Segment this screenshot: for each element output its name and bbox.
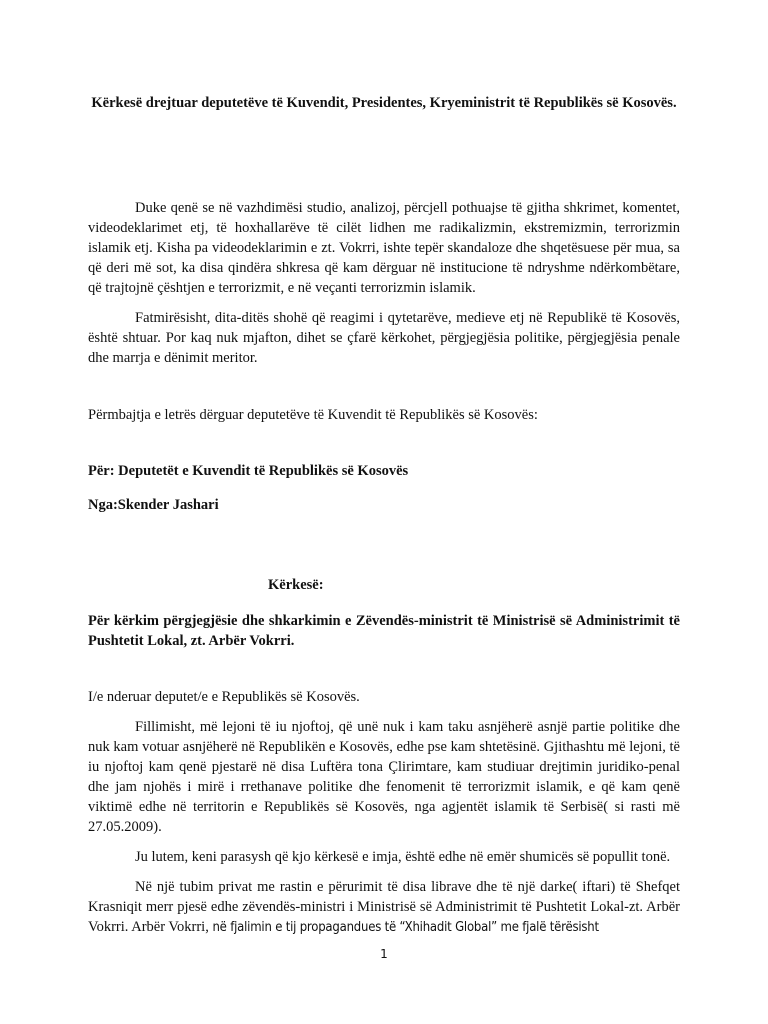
page-number: 1 [380, 947, 388, 961]
paragraph-event-text: Në një tubim privat me rastin e përurimit të disa librave dhe të një darke( iftari) të Shefqet Krasniqit merr pjesë edhe zëvendës-ministri i Ministrisë së Administrimit të Pushtetit Lokal-zt. Arbër Vokrri. Arbër Vokrri, [88, 879, 680, 935]
paragraph-request-note: Ju lutem, keni parasysh që kjo kërkesë e imja, është edhe në emër shumicës së popullit tonë. [135, 849, 671, 865]
document-body [88, 92, 680, 938]
request-heading: Kërkesë: [268, 577, 324, 593]
request-subject: Për kërkim përgjegjësie dhe shkarkimin e Zëvendës-ministrit të Ministrisë së Administrimit të Pushtetit Lokal, zt. Arbër Vokrri. [88, 613, 680, 649]
paragraph-intro: Duke qenë se në vazhdimësi studio, analizoj, përcjell pothuajse të gjitha shkrimet, komentet, videodeklarimet etj, të hoxhallarëve të cilët lidhen me radikalizmin, ekstremizmin, terrorizmin islamik etj. Kisha pa videodeklarimin e zt. Vokrri, ishte tepër skandaloze dhe shqetësuese për mua, sa që deri më sot, ka disa qindëra shkresa që kam dërguar në institucione të ndryshme ndërkombëtare, që trajtojnë çështjen e terrorizmit, e në veçanti terrorizmin islamik. [88, 200, 680, 296]
paragraph-letter-content: Përmbajtja e letrës dërguar deputetëve të Kuvendit të Republikës së Kosovës: [88, 407, 538, 423]
paragraph-introduction-self: Fillimisht, më lejoni të iu njoftoj, që unë nuk i kam taku asnjëherë asnjë partie politike dhe nuk kam votuar asnjëherë në Republikën e Kosovës, edhe pse kam shtetësinë. Gjithashtu më lejoni, të iu njoftoj kam qenë pjestarë në disa Luftëra tona Çlirimtare, kam studiuar drejtimin juridiko-penal dhe jam njohës i mirë i rrethanave politike dhe fenomenit të terrorizmit islamik, e që kam qenë viktimë edhe në territorin e Republikës së Kosovës, nga agjentët islamik të Serbisë( si rasti më 27.05.2009). [88, 719, 680, 835]
salutation: I/e nderuar deputet/e e Republikës së Kosovës. [88, 689, 360, 705]
document-title: Kërkesë drejtuar deputetëve të Kuvendit, Presidentes, Kryeministrit të Republikës së Kosovës. [91, 95, 677, 111]
letter-recipient: Për: Deputetët e Kuvendit të Republikës së Kosovës [88, 463, 409, 479]
letter-sender: Nga:Skender Jashari [88, 497, 219, 513]
paragraph-event-tail: në fjalimin e tij propagandues të “Xhihadit Global” me fjalë tërësisht [212, 920, 599, 935]
paragraph-reaction: Fatmirësisht, dita-ditës shohë që reagimi i qytetarëve, medieve etj në Republikë të Kosovës, është shtuar. Por kaq nuk mjafton, dihet se çfarë kërkohet, përgjegjësia politike, përgjegjësia penale dhe marrja e dënimit meritor. [88, 310, 680, 366]
paragraph-event [88, 877, 680, 938]
